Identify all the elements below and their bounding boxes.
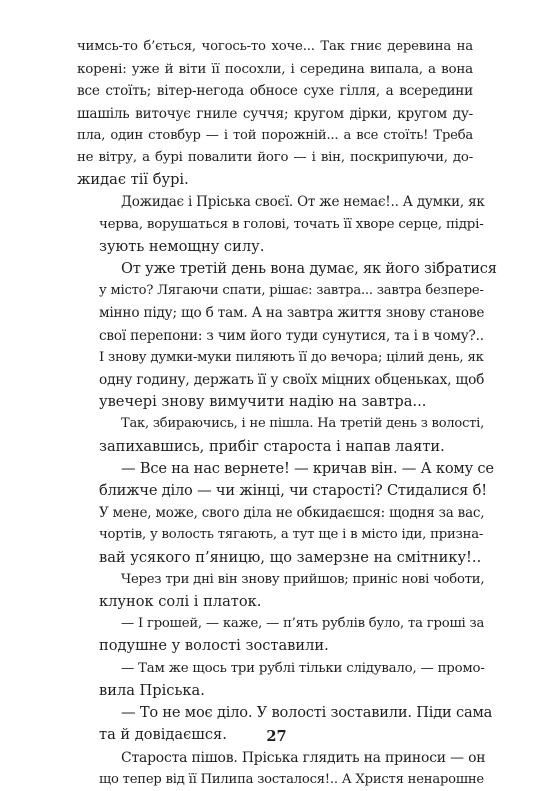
paragraph [77, 413, 485, 457]
text-line: все стоїть; вітер-негода обносе сухе гілля, а всередини [77, 83, 473, 100]
paragraph [77, 569, 485, 613]
text-line: Так, збираючись, і не пішла. На третій день з волості, [121, 416, 485, 432]
paragraph [77, 36, 473, 191]
text-line: — Все на нас вернете! — кричав він. — А кому се [121, 459, 494, 477]
text-line: клунок солі і платок. [99, 593, 262, 611]
text-line: жидає тії бурі. [77, 171, 189, 189]
text-line: чортів, у волость тягають, а тут ще і в місто іди, призна- [99, 527, 484, 543]
paragraph [77, 458, 494, 569]
text-line: Дожидає і Пріська своєї. От же немає!.. А думки, як [121, 194, 485, 211]
body-text [77, 36, 497, 791]
text-line: І знову думки-муки пиляють її до вечора; цілий день, як [99, 349, 484, 365]
text-line: що тепер від її Пилипа зосталося!.. А Христя ненарошне [99, 771, 484, 787]
text-line: пла, один стовбур — і той порожній... а все стоїть! Треба [77, 127, 473, 143]
text-line: вила Пріська. [99, 681, 205, 699]
text-line: свої перепони: з чим його туди сунутися, та і в чому?.. [99, 327, 484, 344]
text-line: черва, ворушаться в голові, точать її хворе серце, підрі- [99, 216, 484, 232]
text-line: запихавшись, прибіг староста і напав лаяти. [99, 437, 445, 455]
text-line: подушне у волості зоставили. [99, 637, 329, 655]
text-line: не вітру, а бурі повалити його — і він, поскрипуючи, до- [77, 150, 473, 166]
text-line: — Там же щось три рублі тільки слідувало, — промо- [121, 660, 485, 676]
text-line: зують немощну силу. [99, 237, 265, 255]
text-line: у місто? Лягаючи спати, рішає: завтра... завтра безпере- [99, 283, 484, 299]
text-line: У мене, може, свого діла не обкидаєшся: щодня за вас, [99, 505, 485, 522]
text-line: чимсь-то б’ється, чогось-то хоче... Так гниє деревина на [77, 39, 473, 54]
text-line: Через три дні він знову прийшов; приніс нові чоботи, [121, 571, 485, 587]
text-line: шашіль виточує гниле суччя; кругом дірки, кругом ду- [77, 105, 473, 122]
text-line: та й довідаєшся. [99, 726, 227, 744]
text-line: ближче діло — чи жінці, чи старості? Стидалися б! [99, 482, 487, 500]
paragraph [77, 191, 485, 258]
text-line: Староста пішов. Пріська глядить на приноси — он [121, 749, 486, 766]
text-line: одну годину, держать її у своїх міцних обценьках, щоб [99, 372, 485, 389]
text-line: увечері знову вимучити надію на завтра... [99, 393, 427, 411]
text-line: От уже третій день вона думає, як його зібратися [121, 260, 497, 278]
paragraph [77, 613, 485, 657]
text-line: мінно піду; що б там. А на завтра життя знову станове [99, 305, 485, 322]
text-line: корені: уже й віти її посохли, і середина випала, а вона [77, 61, 473, 78]
text-line: — І грошей, — каже, — п’ять рублів було, та гроші за [121, 616, 485, 632]
text-line: — То не моє діло. У волості зоставили. Піди сама [121, 704, 493, 722]
paragraph [77, 258, 497, 413]
paragraph [77, 658, 485, 702]
page-number: 27 [266, 728, 287, 745]
text-line: вай усякого п’яницю, що замерзне на смітнику!.. [99, 548, 482, 566]
